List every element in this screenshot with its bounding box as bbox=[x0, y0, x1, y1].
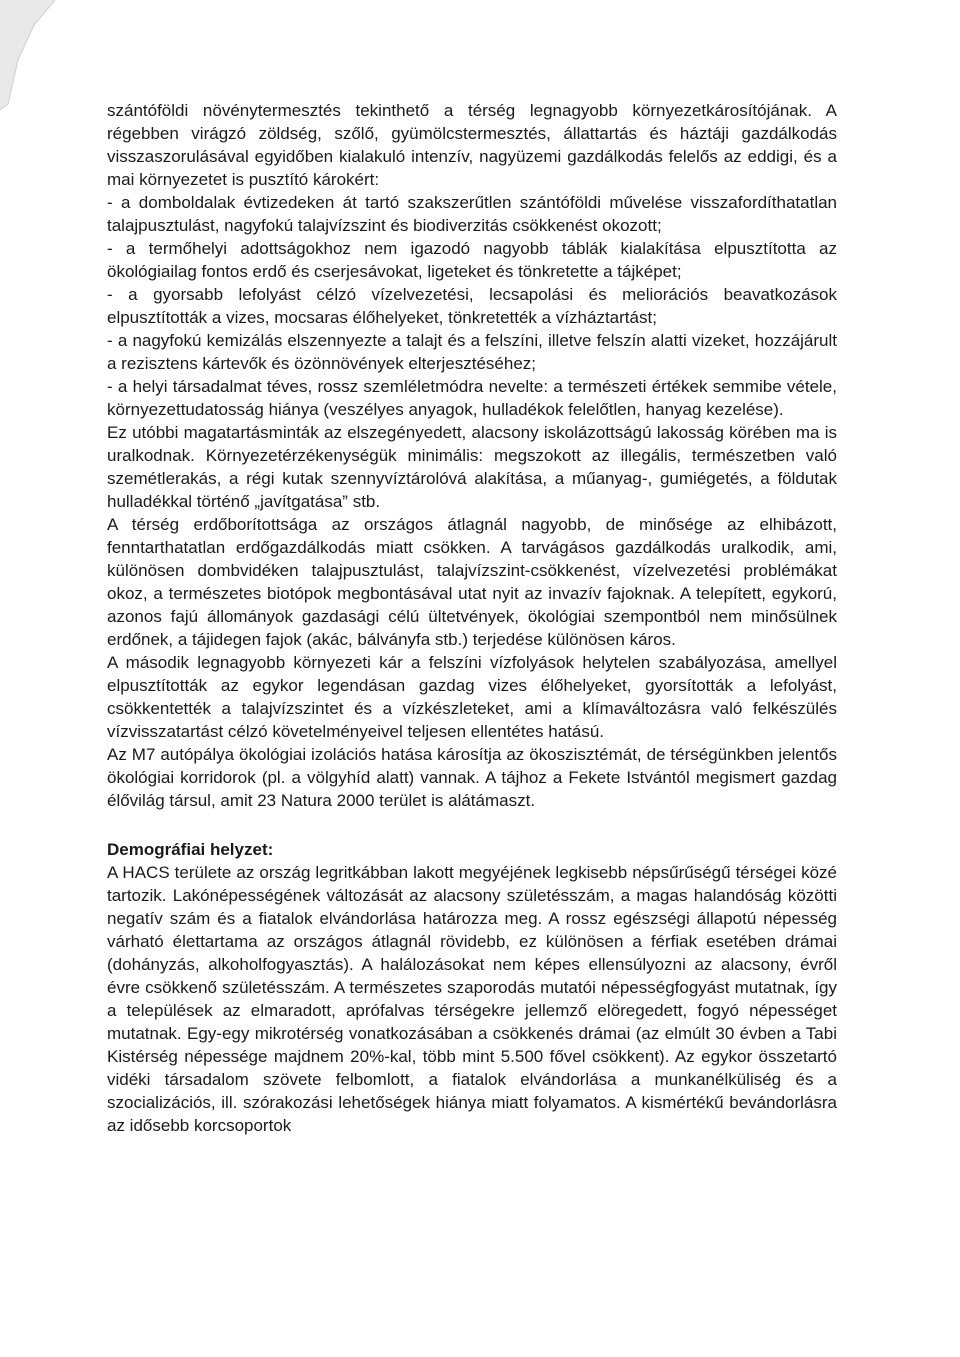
list-item-fields: - a termőhelyi adottságokhoz nem igazodó nagyobb táblák kialakítása elpusztította az ökológiailag fontos erdő és cserjesávokat, ligeteket és tönkretette a tájképet; bbox=[107, 239, 837, 281]
paragraph-intro: szántóföldi növénytermesztés tekinthető a térség legnagyobb környezetkárosítójának. A régebben virágzó zöldség, szőlő, gyümölcstermesztés, állattartás és háztáji gazdálkodás visszaszorulásával egyidőben kialakuló intenzív, nagyüzemi gazdálkodás felelős az eddigi, és a mai környezetet is pusztító károkért: bbox=[107, 101, 837, 189]
paragraph-waterways: A második legnagyobb környezeti kár a felszíni vízfolyások helytelen szabályozása, amellyel elpusztították az egykor legendásan gazdag vizes élőhelyeket, gyorsították a lefolyást, csökkentették a talajvízszintet és a vízkészleteket, ami a klímaváltozásra való felkészülés vízvisszatartást célzó követelményeivel teljesen ellentétes hatású. bbox=[107, 653, 837, 741]
list-item-drainage: - a gyorsabb lefolyást célzó vízelvezetési, lecsapolási és meliorációs beavatkozások elpusztították a vizes, mocsaras élőhelyeket, tönkretették a vízháztartást; bbox=[107, 285, 837, 327]
paragraph-m7: Az M7 autópálya ökológiai izolációs hatása károsítja az ökoszisztémát, de térségünkben jelentős ökológiai korridorok (pl. a völgyhíd alatt) vannak. A tájhoz a Fekete Istvántól megismert gazdag élővilág társul, amit 23 Natura 2000 terület is alátámaszt. bbox=[107, 745, 837, 810]
list-item-society: - a helyi társadalmat téves, rossz szemléletmódra nevelte: a természeti értékek semmibe vétele, környezettudatosság hiánya (veszélyes anyagok, hulladékok felelőtlen, hanyag kezelése). bbox=[107, 377, 837, 419]
paragraph-behaviour: Ez utóbbi magatartásminták az elszegényedett, alacsony iskolázottságú lakosság körében ma is uralkodnak. Környezetérzékenységük minimális: megszokott az illegális, természetben való szemétlerakás, a régi kutak szennyvíztárolóvá alakítása, a műanyag-, gumiégetés, a földutak hulladékkal történő „javítgatása” stb. bbox=[107, 423, 837, 511]
paragraph-demography: A HACS területe az ország legritkábban lakott megyéjének legkisebb népsűrűségű térségei közé tartozik. Lakónépességének változását az alacsony születésszám, a magas halandóság közötti negatív szám és a fiatalok elvándorlása határozza meg. A rossz egészségi állapotú népesség várható élettartama az országos átlagnál rövidebb, ez különösen a férfiak esetében drámai (dohányzás, alkoholfogyasztás). A halálozásokat nem képes ellensúlyozni az alacsony, évről évre csökkenő születésszám. A természetes szaporodás mutatói népességfogyást mutatnak, így a települések az elmaradott, aprófalvas térségekre jellemző elöregedett, fogyó népességet mutatnak. Egy-egy mikrotérség vonatkozásában a csökkenés drámai (az elmúlt 30 évben a Tabi Kistérség népessége majdnem 20%-kal, több mint 5.500 fővel csökkent). Az egykor összetartó vidéki társadalom szövete felbomlott, a fiatalok elvándorlása a munkanélküliség és a szocializációs, ill. szórakozási lehetőségek hiánya miatt folyamatos. A kismértékű bevándorlásra az idősebb korcsoportok bbox=[107, 863, 837, 1135]
section-heading-demography: Demográfiai helyzet: bbox=[107, 840, 274, 859]
list-item-chemicals: - a nagyfokú kemizálás elszennyezte a talajt és a felszíni, illetve felszín alatti vizeket, hozzájárult a rezisztens kártevők és özönnövények elterjesztéséhez; bbox=[107, 331, 837, 373]
page-corner-mark bbox=[0, 0, 60, 110]
paragraph-forests: A térség erdőborítottsága az országos átlagnál nagyobb, de minősége az elhibázott, fenntarthatatlan erdőgazdálkodás miatt csökken. A tarvágásos gazdálkodás uralkodik, ami, különösen dombvidéken talajpusztulást, talajvízszint-csökkenést, vízelvezetési problémákat okoz, a természetes biotópok megbontásával utat nyit az invazív fajoknak. A telepített, egykorú, azonos fajú állományok gazdasági célú ültetvények, ökológiai szempontból nem minősülnek erdőnek, a tájidegen fajok (akác, bálványfa stb.) terjedése különösen káros. bbox=[107, 515, 837, 649]
list-item-slopes: - a domboldalak évtizedeken át tartó szakszerűtlen szántóföldi művelése visszafordíthatatlan talajpusztulást, nagyfokú talajvízszint és biodiverzitás csökkenést okozott; bbox=[107, 193, 837, 235]
document-page bbox=[107, 99, 837, 1137]
